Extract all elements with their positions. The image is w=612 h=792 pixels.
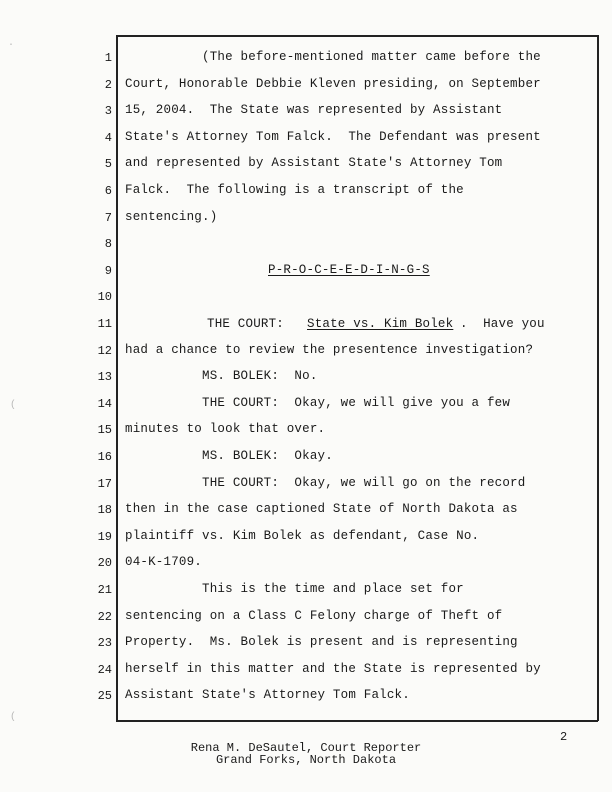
transcript-line: MS. BOLEK: No. [125,369,318,383]
line-number: 10 [97,290,112,304]
line-number: 8 [104,237,112,251]
line-number: 15 [97,423,112,437]
transcript-line: MS. BOLEK: Okay. [125,449,333,463]
frame-left-rule [116,35,118,721]
line-number: 2 [104,78,112,92]
transcript-line: minutes to look that over. [125,422,326,436]
line-11-case-name: State vs. Kim Bolek [307,317,454,331]
transcript-line: This is the time and place set for [125,582,464,596]
scan-mark: · [8,40,15,51]
transcript-line: THE COURT: Okay, we will go on the record [125,476,526,490]
frame-right-rule [597,35,599,721]
frame-top-rule [116,35,598,37]
page-number: 2 [560,730,568,744]
footer-reporter: Rena M. DeSautel, Court Reporter [190,741,422,755]
line-number: 12 [97,344,112,358]
line-number: 9 [104,264,112,278]
transcript-line: Falck. The following is a transcript of the [125,183,464,197]
line-number: 22 [97,610,112,624]
line-number: 16 [97,450,112,464]
transcript-line: Assistant State's Attorney Tom Falck. [125,688,410,702]
transcript-line: Property. Ms. Bolek is present and is representing [125,635,518,649]
line-number: 1 [104,51,112,65]
line-number: 4 [104,131,112,145]
transcript-line: herself in this matter and the State is represented by [125,662,541,676]
transcript-line: (The before-mentioned matter came before the [125,50,541,64]
line-number: 21 [97,583,112,597]
line-number: 13 [97,370,112,384]
line-number: 18 [97,503,112,517]
line-number: 17 [97,477,112,491]
transcript-line: and represented by Assistant State's Attorney Tom [125,156,503,170]
transcript-line: State's Attorney Tom Falck. The Defendant was present [125,130,541,144]
line-number: 6 [104,184,112,198]
transcript-line: then in the case captioned State of North Dakota as [125,502,518,516]
line-11-speaker: THE COURT: [207,317,285,331]
transcript-line: sentencing.) [125,210,218,224]
line-11-rest: . Have you [460,317,545,331]
scan-mark: ( [10,712,17,723]
line-number: 3 [104,104,112,118]
line-number: 11 [97,317,112,331]
line-number: 25 [97,689,112,703]
line-number: 23 [97,636,112,650]
transcript-line: 15, 2004. The State was represented by Assistant [125,103,503,117]
transcript-line: 04-K-1709. [125,555,203,569]
footer-location: Grand Forks, North Dakota [215,753,397,767]
transcript-line: plaintiff vs. Kim Bolek as defendant, Case No. [125,529,480,543]
line-number: 19 [97,530,112,544]
scan-mark: ( [10,400,17,411]
frame-bottom-rule [116,720,598,722]
proceedings-heading: P-R-O-C-E-E-D-I-N-G-S [268,263,430,277]
line-number: 20 [97,556,112,570]
transcript-line: THE COURT: Okay, we will give you a few [125,396,511,410]
transcript-line: sentencing on a Class C Felony charge of Theft of [125,609,503,623]
transcript-line: Court, Honorable Debbie Kleven presiding, on September [125,77,541,91]
line-number: 5 [104,157,112,171]
line-number: 7 [104,211,112,225]
line-number: 24 [97,663,112,677]
line-number: 14 [97,397,112,411]
transcript-line: had a chance to review the presentence investigation? [125,343,534,357]
